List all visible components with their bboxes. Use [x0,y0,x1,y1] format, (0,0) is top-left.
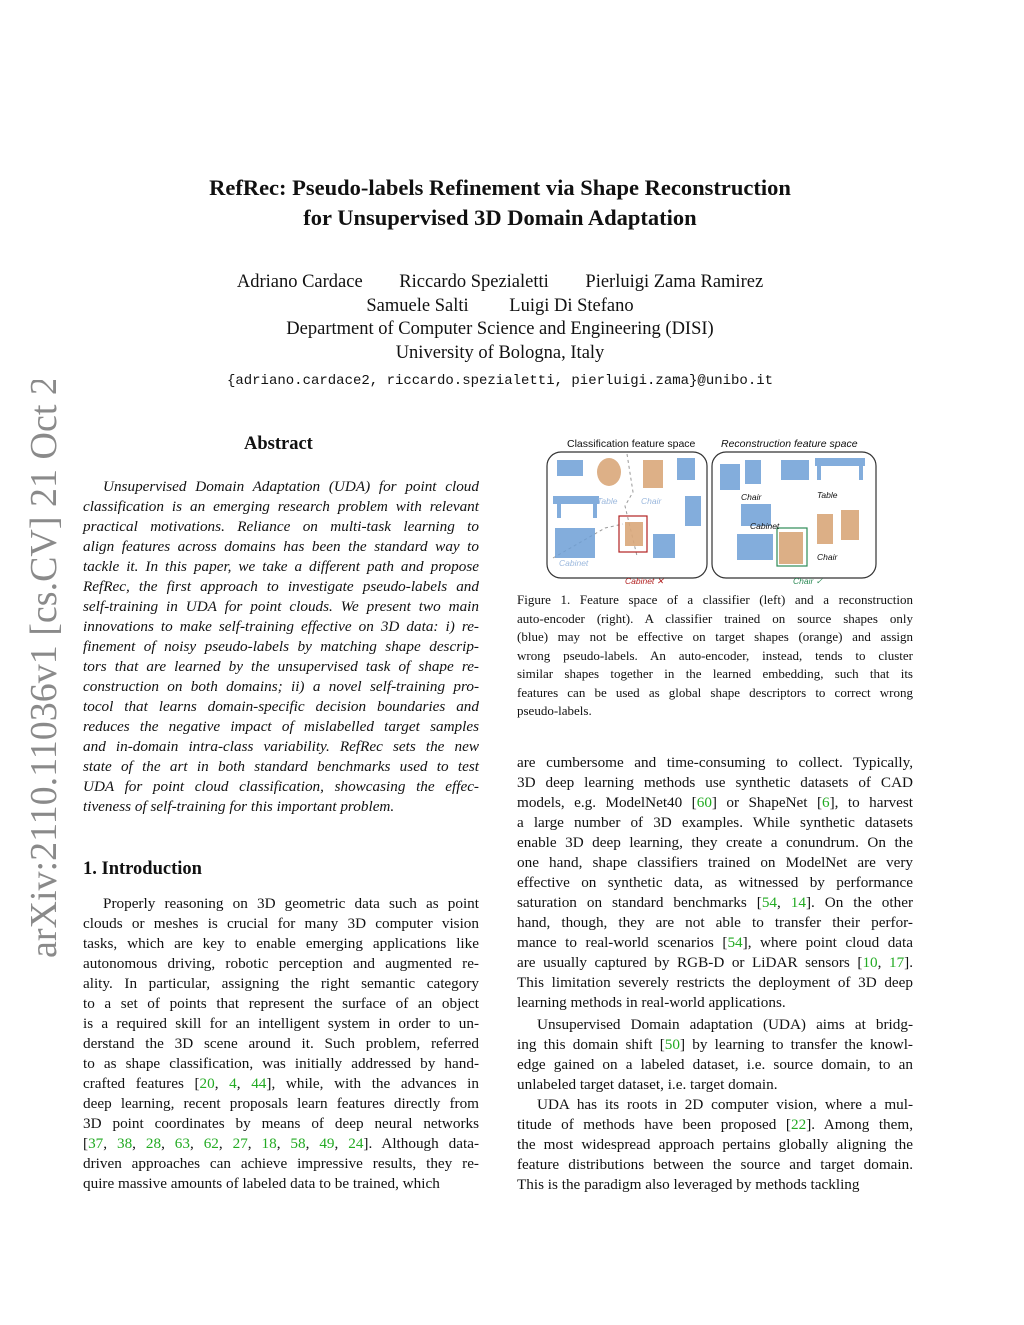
text-line: deep learning, recent proposals learn features directly from [83,1095,479,1112]
figure-right-label: Chair [817,552,838,562]
text-line: Properly reasoning on 3D geometric data such as point [103,895,479,912]
right-column-paragraph-3 [517,1095,913,1195]
text-line: UDA has its roots in 2D computer vision, where a mul- [537,1096,913,1113]
text-line: classification is an emerging research problem with relevant [83,498,479,515]
text-line: reduces the negative impact of mislabelled target samples [83,718,479,735]
text-line: state of the art in both standard benchmarks used to test [83,758,479,775]
source-cabinet-shape [555,528,595,558]
text-line: mance to real-world scenarios [54], where point cloud data [517,934,914,951]
text-line: This limitation severely restricts the deployment of 3D deep [517,974,913,991]
text-line: tors that are learned by the unsupervised task of shape re- [83,658,479,675]
target-chair-shape [817,514,833,544]
text-line: are usually captured by RGB-D or LiDAR sensors [10, 17]. [517,954,914,971]
figure-left-label: Table [597,496,618,506]
text-line: to a set of points that represent the surface of an object [83,995,479,1012]
text-line: titude of methods have been proposed [22]. Among them, [517,1116,914,1133]
text-line: to as shape classification, was initially addressed by hand- [83,1055,479,1072]
text-line: crafted features [20, 4, 44], while, with the advances in [83,1075,479,1092]
figure-right-title: Reconstruction feature space [721,438,858,450]
source-table-shape [553,496,599,504]
text-line: tasks, which are key to enable emerging applications like [83,935,479,952]
author-name: Pierluigi Zama Ramirez [585,272,764,292]
figure-left-label: Chair [641,496,662,506]
text-line: enable 3D deep learning, they create a conundrum. On the [517,834,913,851]
text-line: align features across domains has been the standard way to [83,538,479,555]
figure-right-label: Table [817,490,838,500]
target-chair-shape [841,510,859,540]
text-line: UDA for point cloud classification, showcasing the effec- [83,778,479,795]
author-name: Samuele Salti [366,296,469,316]
introduction-body [83,894,479,1194]
title-line-2: for Unsupervised 3D Domain Adaptation [303,205,697,230]
source-chair-shape [720,464,740,490]
figure-left-label: Cabinet [559,558,589,568]
abstract-heading: Abstract [244,434,313,454]
text-line: similar shapes together in the learned embedding, such that its [517,666,913,681]
title-line-1: RefRec: Pseudo-labels Refinement via Shape Reconstruction [209,175,791,200]
text-line: derstand the 3D scene around it. Such problem, referred [83,1035,479,1052]
text-line: clouds or meshes is crucial for many 3D computer vision [83,915,479,932]
text-line: auto-encoder (right). A classifier trained on source shapes only [517,610,913,626]
figure-1 [545,436,880,586]
text-line: finement of noisy pseudo-labels by matching shape descrip- [83,638,479,655]
introduction-heading: 1. Introduction [83,859,202,879]
text-line: a large number of 3D examples. While synthetic datasets [517,814,913,831]
author-name: Adriano Cardace [236,272,363,292]
arxiv-stamp [4,380,80,960]
text-line: are cumbersome and time-consuming to collect. Typically, [517,754,913,771]
affiliation-university: University of Bologna, Italy [395,343,605,363]
text-line: (blue) may not be effective on target shapes (orange) and assign [517,629,913,644]
correct-pseudo-label: Chair ✓ [793,576,823,586]
text-line: feature distributions between the source and target domain. [517,1156,913,1173]
source-table-shape [557,460,583,476]
text-line: tackle it. In this paper, we take a different path and propose [83,558,479,575]
text-line: features can be used as global shape descriptors to correct wrong [517,684,913,700]
text-line: edge gained on a labeled dataset, i.e. source domain, to an [517,1056,913,1073]
target-chair-shape [625,522,643,546]
paper-title [110,173,890,233]
figure-right-label: Cabinet [750,521,780,531]
author-emails: {adriano.cardace2, riccardo.spezialetti, pierluigi.zama}@unibo.it [226,373,774,389]
text-line: is a required skill for an intelligent system in order to un- [83,1015,479,1032]
source-chair-shape [677,458,695,480]
figure-1-caption [517,591,913,721]
text-line: construction on both domains; ii) a novel self-training pro- [83,678,479,695]
text-line: pseudo-labels. [517,703,592,718]
text-line: saturation on standard benchmarks [54, 14]. On the other [517,894,914,911]
source-cabinet-shape [737,534,773,560]
author-name: Luigi Di Stefano [509,296,634,316]
text-line: hand, though, they are not able to transfer their perfor- [517,914,913,931]
text-line: Figure 1. Feature space of a classifier (left) and a reconstruction [517,592,913,607]
text-line: the most widespread approach pertains globally aligning the [517,1136,913,1153]
text-line: This is the paradigm also leveraged by methods tackling [517,1176,860,1193]
target-chair-shape [597,458,621,486]
figure-right-label: Chair [741,492,762,502]
text-line: Unsupervised Domain adaptation (UDA) aims at bridg- [537,1016,913,1033]
right-column-paragraph-2 [517,1015,913,1095]
text-line: effective on synthetic data, as witnessed by performance [517,874,913,891]
text-line: Unsupervised Domain Adaptation (UDA) for point cloud [103,478,479,495]
author-name: Riccardo Spezialetti [399,272,549,292]
text-line: learning methods in real-world applications. [517,994,786,1011]
text-line: ality. In particular, assigning the right semantic category [83,975,479,992]
text-line: RefRec, the first approach to investigate pseudo-labels and [83,578,479,595]
target-chair-shape [779,532,803,564]
affiliation-department: Department of Computer Science and Engineering (DISI) [286,319,714,339]
text-line: quire massive amounts of labeled data to be trained, which [83,1175,440,1192]
authors-line-1 [110,271,890,294]
text-line: driven approaches can achieve impressive results, they re- [83,1155,479,1172]
source-chair-shape [781,460,809,480]
text-line: practical motivations. Reliance on multi-task learning to [83,518,479,535]
source-chair-shape [745,460,761,484]
text-line: tiveness of self-training for this important problem. [83,798,395,815]
authors-line-2 [110,295,890,318]
text-line: tocol that learns domain-specific decision boundaries and [83,698,479,715]
abstract-body [83,477,479,817]
right-column-paragraph-1 [517,753,913,1013]
text-line: autonomous driving, robotic perception and augmented re- [83,955,479,972]
figure-left-title: Classification feature space [567,438,696,450]
source-cabinet-shape [653,534,675,558]
text-line: unlabeled target dataset, i.e. target domain. [517,1076,778,1093]
text-line: and in-domain intra-class variability. RefRec sets the new [83,738,479,755]
target-chair-shape [643,460,663,488]
source-table-shape [815,458,865,466]
text-line: [37, 38, 28, 63, 62, 27, 18, 58, 49, 24]. Although data- [83,1135,479,1152]
text-line: 3D deep learning methods use synthetic datasets of CAD [517,774,913,791]
text-line: self-training in UDA for point clouds. We present two main [83,598,479,615]
arxiv-id: arXiv:2110.11036v1 [cs.CV] 21 Oct 2021 [23,380,65,958]
text-line: wrong pseudo-labels. An auto-encoder, instead, tends to cluster [517,647,913,663]
text-line: 3D point coordinates by means of deep neural networks [83,1115,479,1132]
wrong-pseudo-label: Cabinet ✕ [625,576,664,586]
text-line: one hand, shape classifiers trained on ModelNet are very [517,854,913,871]
text-line: innovations to make self-training effective on 3D data: i) re- [83,618,479,635]
source-chair-shape [685,496,701,526]
text-line: ing this domain shift [50] by learning to transfer the knowl- [517,1036,913,1053]
text-line: models, e.g. ModelNet40 [60] or ShapeNet [6], to harvest [517,794,913,811]
